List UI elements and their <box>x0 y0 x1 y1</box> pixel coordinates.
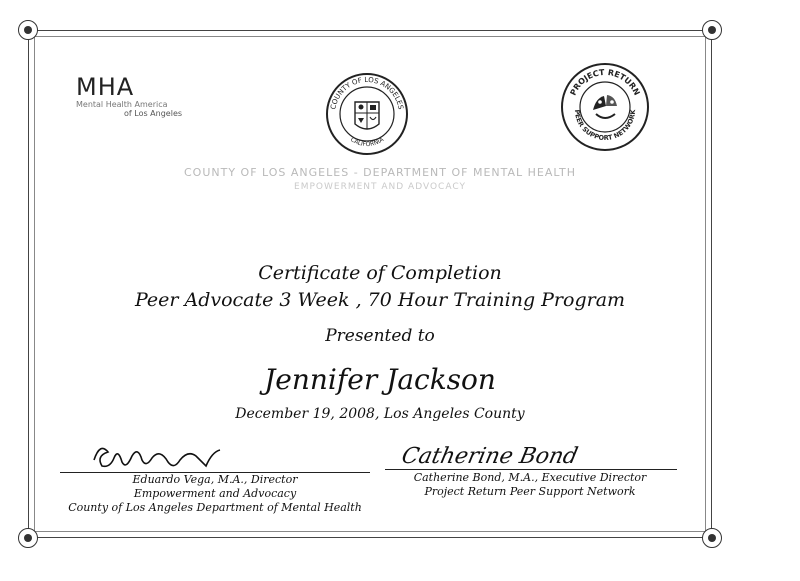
faded-header-line2: EMPOWERMENT AND ADVOCACY <box>294 182 466 192</box>
svg-text:CALIFORNIA <box>349 136 386 148</box>
svg-text:PEER SUPPORT NETWORK <box>573 108 637 142</box>
signature-bond: Catherine Bond <box>399 444 581 469</box>
signatory-right <box>380 471 680 499</box>
project-return-logo-icon <box>560 62 650 152</box>
date-line: December 19, 2008, Los Angeles County <box>235 406 525 422</box>
mha-logo <box>76 74 196 124</box>
mha-logo-line2: of Los Angeles <box>124 109 183 118</box>
signatory-left-title: Empowerment and Advocacy <box>133 487 297 500</box>
signature-vega-icon <box>88 438 228 474</box>
recipient-name: Jennifer Jackson <box>264 363 496 396</box>
certificate-title: Certificate of Completion <box>258 262 502 284</box>
corner-ornament-icon <box>18 20 38 40</box>
signatory-left-org: County of Los Angeles Department of Mental Health <box>68 501 362 514</box>
mha-logo-line1: Mental Health America <box>76 100 168 109</box>
county-seal-ring-bottom: CALIFORNIA <box>348 136 386 149</box>
program-name: Peer Advocate 3 Week , 70 Hour Training Program <box>134 289 626 311</box>
county-seal-icon <box>325 72 409 156</box>
project-return-ring-bottom: PEER SUPPORT NETWORK <box>572 109 638 143</box>
signatory-right-org: Project Return Peer Support Network <box>424 485 636 498</box>
signatory-left-name: Eduardo Vega, M.A., Director <box>132 473 298 486</box>
corner-ornament-icon <box>18 528 38 548</box>
signatory-left <box>55 473 375 515</box>
mha-logo-mark: MHA <box>76 73 135 101</box>
corner-ornament-icon <box>702 20 722 40</box>
signatory-right-name: Catherine Bond, M.A., Executive Director <box>413 471 647 484</box>
county-seal-ring-top: COUNTY OF LOS ANGELES <box>329 75 405 111</box>
project-return-ring-top: PROJECT RETURN <box>568 67 642 97</box>
presented-to: Presented to <box>325 326 435 346</box>
signature-line-right <box>385 469 677 470</box>
faded-header-line1: COUNTY OF LOS ANGELES - DEPARTMENT OF MENTAL HEALTH <box>184 166 576 179</box>
corner-ornament-icon <box>702 528 722 548</box>
